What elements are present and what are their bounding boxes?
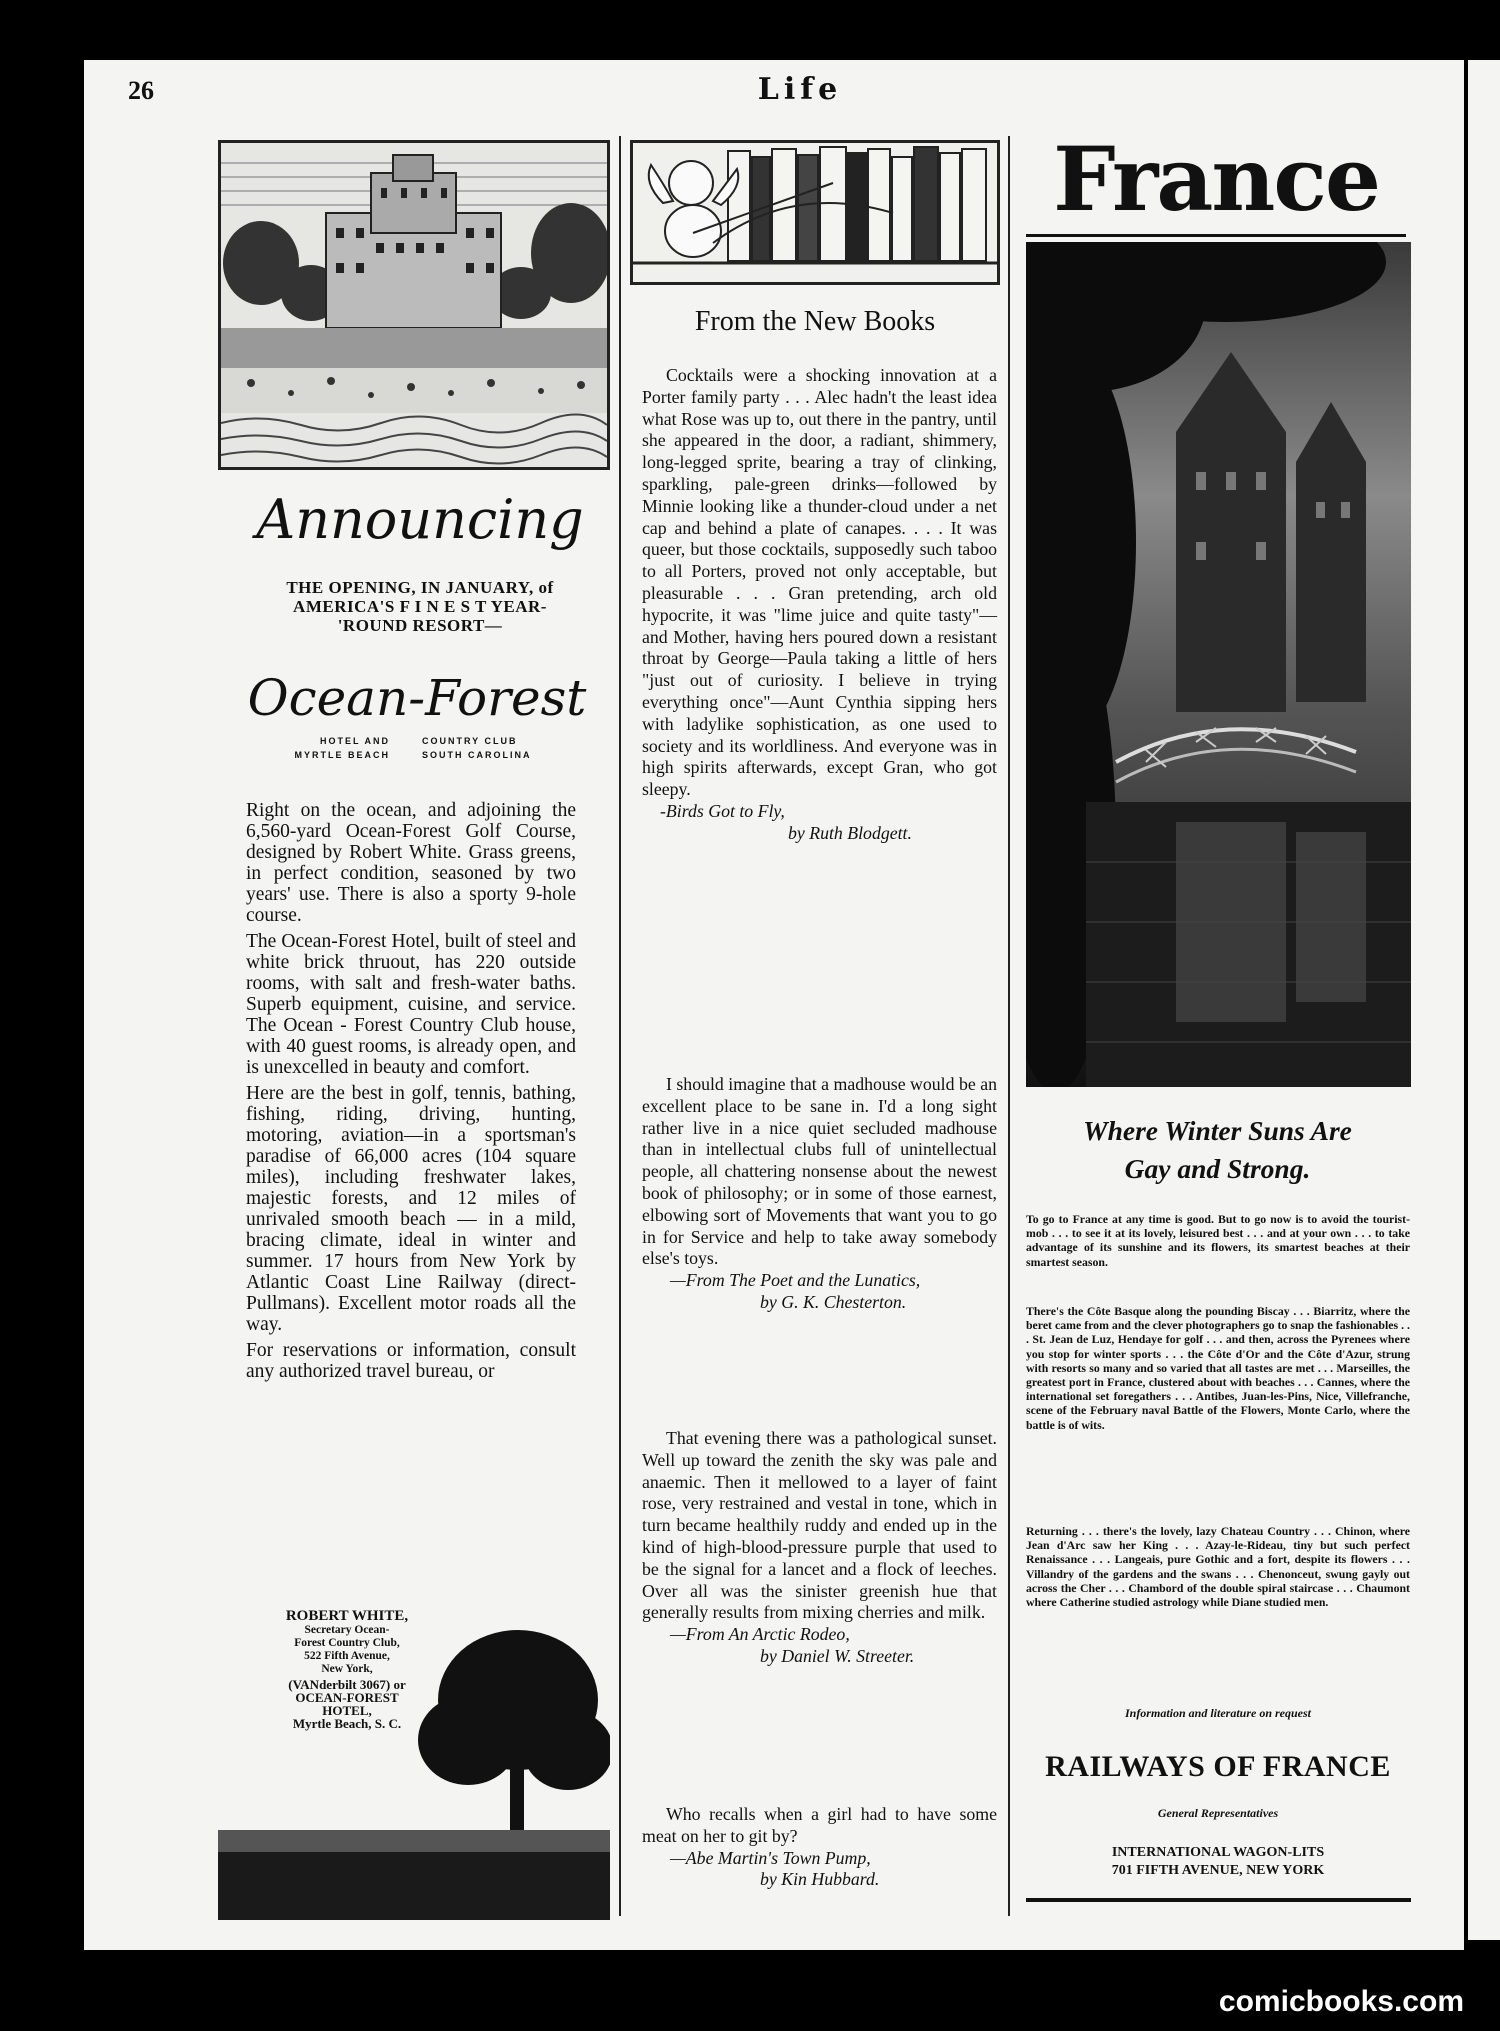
excerpt-source: —From An Arctic Rodeo,: [670, 1624, 850, 1645]
next-page-edge: [1464, 60, 1500, 1940]
excerpt-author: by Kin Hubbard.: [760, 1869, 880, 1890]
excerpt-author: by Daniel W. Streeter.: [760, 1645, 915, 1666]
ocean-forest-paragraph: For reservations or information, consult any authorized travel bureau, or: [246, 1340, 576, 1382]
excerpt-author: by G. K. Chesterton.: [760, 1291, 907, 1312]
contact-name: ROBERT WHITE,: [285, 1608, 409, 1624]
opening-announcement: THE OPENING, IN JANUARY, of AMERICA'S F I N E S T YEAR- 'ROUND RESORT—: [286, 578, 554, 635]
excerpt-source: —Abe Martin's Town Pump,: [670, 1847, 871, 1868]
masthead: Life: [757, 72, 843, 107]
railways-of-france: RAILWAYS OF FRANCE: [1045, 1750, 1391, 1783]
column-rule-2: [1008, 136, 1010, 1916]
contact-phone-address: (VANderbilt 3067) or OCEAN-FOREST HOTEL, Myrtle Beach, S. C.: [288, 1677, 406, 1731]
ocean-forest-paragraph: The Ocean-Forest Hotel, built of steel and white brick thruout, has 220 outside rooms, with salt and fresh-water baths. Superb equipment, cuisine, and service. The Ocean - Forest Country Club house, with 40 guest rooms, is already open, and is unexcelled in beauty and comfort.: [246, 931, 576, 1078]
page-number: 26: [128, 76, 154, 105]
excerpt-text: That evening there was a pathological sunset. Well up toward the zenith the sky was pale and anaemic. Then it mellowed to a layer of faint rose, very restrained and vestal in tone, which in turn became healthily ruddy and ended up in the kind of high-blood-pressure purple that used to be the signal for a lancet and a flock of leeches. Over all was the sinister greenish hue that generally results from mixing cherries and milk.: [642, 1428, 997, 1623]
announcing-heading: Announcing: [256, 488, 584, 551]
france-title: France: [1026, 124, 1406, 237]
excerpt-text: Who recalls when a girl had to have some meat on her to git by?: [642, 1804, 997, 1846]
ocean-forest-logo: [222, 668, 612, 788]
france-paragraph-3: Returning . . . there's the lovely, lazy Chateau Country . . . Chinon, where Jean d'Arc saw her King . . . Azay-le-Rideau, tiny but such perfect Renaissance . . . Langeais, pure Gothic and a fort, despite its flowers . . . Villandry of the gardens and the swans . . . Chenonceut, swung gayly out across the Cher . . . Chambord of the double spiral staircase . . . Chaumont where Catherine studied astrology while Diane studied men.: [1026, 1524, 1410, 1610]
info-request-line: Information and literature on request: [1124, 1706, 1312, 1720]
excerpt-text: I should imagine that a madhouse would be an excellent place to be sane in. I'd a long sight rather live in a nice quiet secluded madhouse than in intellectual clubs full of unintellectual people, all chattering nonsense about the newest book of philosophy; or in some of those earnest, elbowing sort of Movements that want you to go in for Service and help to take away somebody else's toys.: [642, 1074, 997, 1269]
excerpt-author: by Ruth Blodgett.: [788, 822, 912, 843]
contact-details: Secretary Ocean- Forest Country Club, 522 Fifth Avenue, New York,: [294, 1624, 400, 1675]
france-paragraph-1: To go to France at any time is good. But to go now is to avoid the tourist-mob . . . to see it at its lovely, leisured best . . . and at your own . . . to take advantage of its sunshine and its flowers, its smartest beaches at their smartest season.: [1026, 1212, 1410, 1269]
france-headline: Where Winter Suns Are Gay and Strong.: [1083, 1115, 1352, 1184]
logo-subtitle-right: COUNTRY CLUB SOUTH CAROLINA: [422, 736, 532, 760]
book-excerpt-4: [642, 1804, 997, 1891]
hotel-illustration: [218, 140, 610, 470]
france-paragraph-2: There's the Côte Basque along the pounding Biscay . . . Biarritz, where the beret came from and the clever photographers go to snap the fashionables . . . St. Jean de Luz, Hendaye for golf . . . and then, across the Pyrenees where you stop for winter sports . . . the Côte d'Or and the Côte d'Azur, strung with resorts so many and so varied that all tastes are met . . . Marseilles, the greatest port in France, clustered about with beaches . . . Cannes, where the international set foregathers . . . Antibes, Juan-les-Pins, Nice, Villefranche, scene of the February naval Battle of the Flowers, Monte Carlo, where the battle is of wits.: [1026, 1304, 1410, 1432]
column-rule-1: [619, 136, 621, 1916]
books-illustration: [630, 140, 1000, 285]
france-photo: [1026, 242, 1411, 1087]
ocean-forest-paragraph: Here are the best in golf, tennis, bathing, fishing, riding, driving, hunting, motoring, aviation—in a sportsman's paradise of 66,000 acres (104 square miles), including freshwater lakes, majestic forests, and 12 miles of unrivaled smooth beach — in a mild, bracing climate, ideal in winter and summer. 17 hours from New York by Atlantic Coast Line Railway (direct-Pullmans). Excellent motor roads all the way.: [246, 1083, 576, 1335]
contact-block: [252, 1608, 442, 1730]
ocean-forest-body: [246, 800, 576, 1387]
book-excerpt-1: [642, 365, 997, 845]
france-bottom-rule: [1026, 1898, 1411, 1902]
excerpt-source: —From The Poet and the Lunatics,: [670, 1270, 921, 1291]
excerpt-text: Cocktails were a shocking innovation at a Porter family party . . . Alec hadn't the least idea what Rose was up to, out there in the pantry, until she appeared in the door, a radiant, shimmery, long-legged sprite, bearing a tray of clinking, sparkling, pale-green drinks—followed by Minnie looking like a thunder-cloud under a net cap and behind a plate of canapes. . . . It was queer, but those cocktails, supposedly such taboo to all Porters, proved not only acceptable, but pleasurable . . . Gran pretending, arch old hypocrite, it was "lime juice and quite tasty"—and Mother, having hers poured down a resistant throat by George—Paula taking a little of hers "just out of curiosity. I believe in trying everything once"—Aunt Cynthia sipping hers with ladylike sophistication, as one used to society and its worldliness. And everyone was in high spirits afterwards, except Gran, who got sleepy.: [642, 365, 997, 800]
ocean-forest-paragraph: Right on the ocean, and adjoining the 6,560-yard Ocean-Forest Golf Course, designed by Robert White. Grass greens, in perfect condition, seasoned by two years' use. There is also a sporty 9-hole course.: [246, 800, 576, 926]
general-representatives: General Representatives: [1157, 1806, 1279, 1820]
new-books-heading: From the New Books: [694, 306, 936, 337]
watermark: comicbooks.com: [1218, 1985, 1464, 2018]
excerpt-source: -Birds Got to Fly,: [660, 800, 785, 821]
logo-subtitle-left: HOTEL AND MYRTLE BEACH: [294, 736, 390, 760]
book-excerpt-2: [642, 1074, 997, 1314]
wagon-lits-address: INTERNATIONAL WAGON-LITS 701 FIFTH AVENUE, NEW YORK: [1111, 1845, 1325, 1878]
ocean-forest-logo-text: Ocean-Forest: [247, 669, 587, 727]
book-excerpt-3: [642, 1428, 997, 1668]
